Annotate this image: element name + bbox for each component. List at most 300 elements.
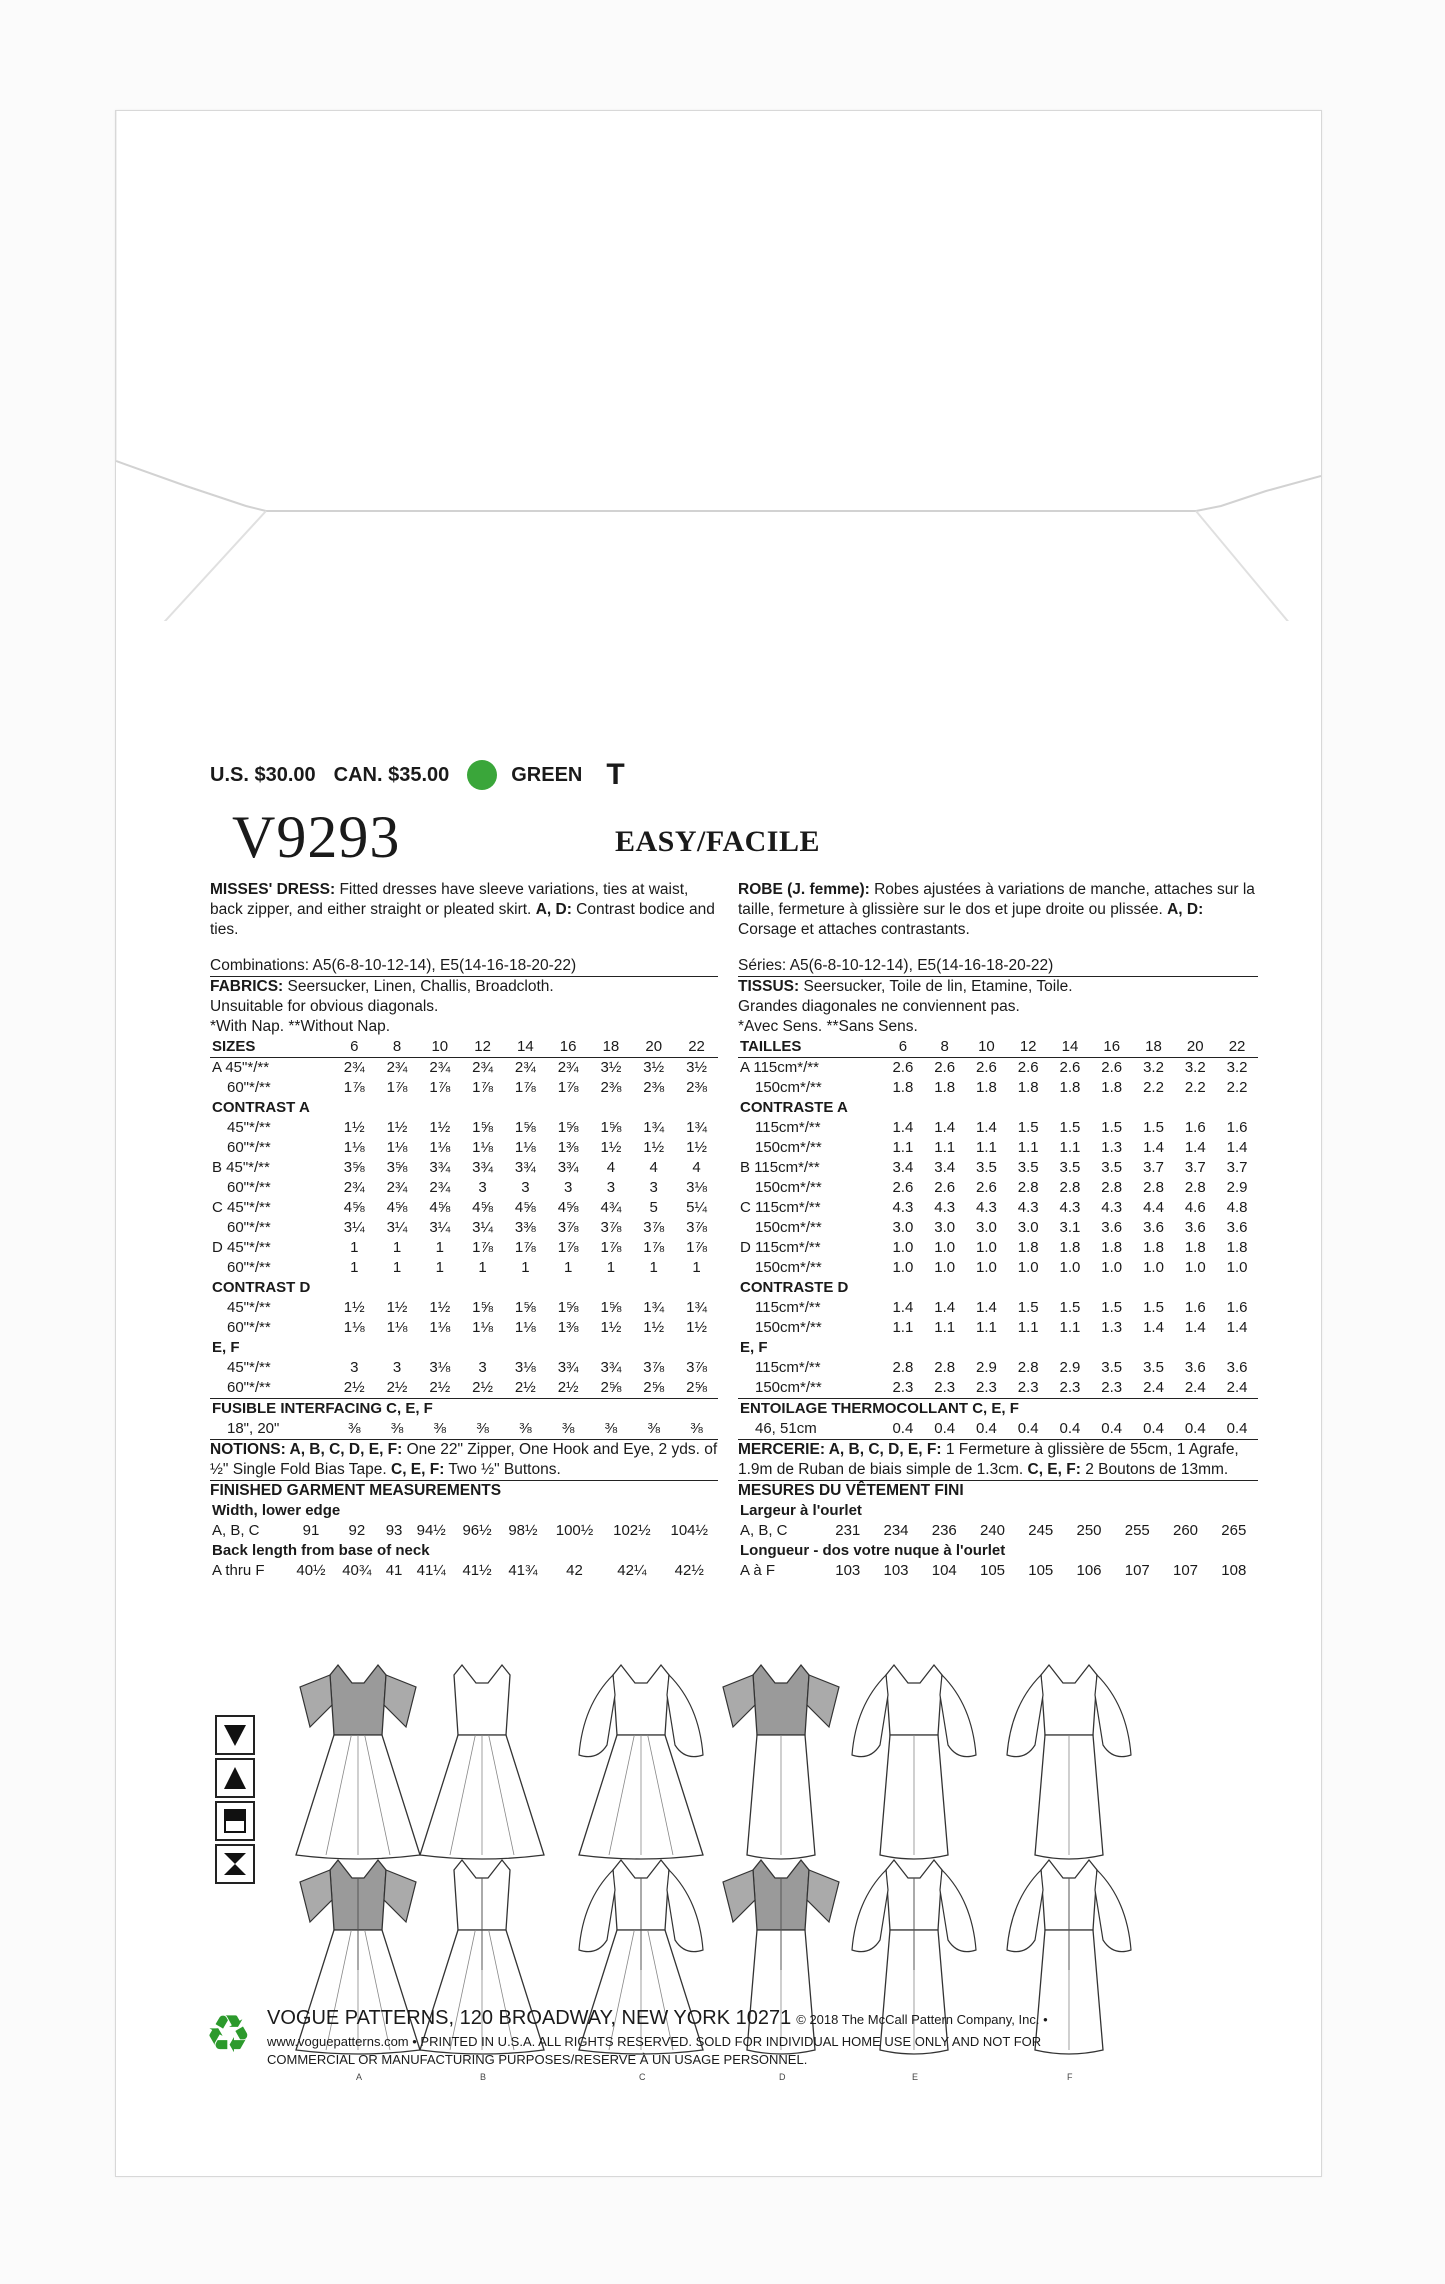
table-cell: 40¾ xyxy=(342,1562,372,1579)
table-cell: 2.8 xyxy=(1017,1359,1039,1376)
table-cell: 1.6 xyxy=(1226,1299,1248,1316)
table-cell: 3⅞ xyxy=(686,1359,707,1376)
row-label: 115cm*/** xyxy=(740,1119,821,1136)
table-cell: 3½ xyxy=(686,1059,707,1076)
table-cell: 1½ xyxy=(343,1119,365,1136)
table-cell: 2.8 xyxy=(1101,1179,1123,1196)
table-cell: 1½ xyxy=(643,1139,665,1156)
table-cell: 4 xyxy=(692,1159,701,1176)
table-cell: 2½ xyxy=(429,1379,451,1396)
row-label: D 115cm*/** xyxy=(740,1239,821,1256)
table-cell: 3½ xyxy=(643,1059,665,1076)
table-cell: 0.4 xyxy=(1226,1420,1248,1437)
french-fabrics: TISSUS: Seersucker, Toile de lin, Etamine, Toile. xyxy=(738,978,1073,995)
table-cell: 3.0 xyxy=(934,1219,956,1236)
sizes-label: SIZES xyxy=(210,1037,333,1058)
size-cell: 6 xyxy=(882,1037,924,1058)
row-label: 60"*/** xyxy=(212,1259,271,1276)
table-cell: 42½ xyxy=(674,1562,704,1579)
row-label: 46, 51cm xyxy=(740,1420,817,1437)
table-cell: 1.4 xyxy=(1184,1139,1206,1156)
size-cell: 12 xyxy=(461,1037,504,1058)
table-cell: ⅜ xyxy=(433,1420,447,1437)
table-cell: 1⅞ xyxy=(643,1239,665,1256)
table-cell: 1.0 xyxy=(976,1239,997,1256)
table-cell: 1.1 xyxy=(934,1139,956,1156)
measure-head: Longueur - dos votre nuque à l'ourlet xyxy=(740,1542,1006,1559)
table-cell: 245 xyxy=(1028,1522,1054,1539)
table-cell: 0.4 xyxy=(1059,1420,1081,1437)
table-cell: 4.3 xyxy=(976,1199,997,1216)
table-cell: 2.4 xyxy=(1143,1379,1164,1396)
table-cell: 4.8 xyxy=(1226,1199,1248,1216)
row-label: B 45"*/** xyxy=(212,1159,270,1176)
table-subhead: CONTRASTE A xyxy=(740,1099,848,1116)
table-cell: 4.3 xyxy=(892,1199,914,1216)
table-cell: 2½ xyxy=(386,1379,408,1396)
price-us: U.S. $30.00 xyxy=(210,763,316,786)
table-cell: 3.2 xyxy=(1143,1059,1164,1076)
table-cell: 3.0 xyxy=(1017,1219,1039,1236)
french-nap-note: *Avec Sens. **Sans Sens. xyxy=(738,1018,918,1035)
table-cell: 1⅝ xyxy=(600,1119,622,1136)
table-cell: 3⅞ xyxy=(686,1219,707,1236)
table-cell: 3.6 xyxy=(1143,1219,1164,1236)
table-cell: 1⅞ xyxy=(686,1239,707,1256)
table-cell: 41¾ xyxy=(508,1562,538,1579)
table-cell: 3.7 xyxy=(1226,1159,1248,1176)
row-label: 60"*/** xyxy=(212,1319,271,1336)
row-label: 45"*/** xyxy=(212,1299,271,1316)
legal-line-2: COMMERCIAL OR MANUFACTURING PURPOSES/RESERVE À UN USAGE PERSONNEL. xyxy=(267,2052,808,2067)
table-cell: 1.8 xyxy=(1101,1239,1123,1256)
table-cell: 1⅜ xyxy=(557,1139,579,1156)
table-cell: 1½ xyxy=(343,1299,365,1316)
table-cell: 1 xyxy=(392,1259,402,1276)
table-cell: 1 xyxy=(692,1259,701,1276)
size-cell: 12 xyxy=(1007,1037,1049,1058)
table-cell: 1⅞ xyxy=(600,1239,622,1256)
table-cell: 260 xyxy=(1173,1522,1199,1539)
row-label: C 45"*/** xyxy=(212,1199,271,1216)
table-cell: 2.8 xyxy=(892,1359,914,1376)
table-cell: 3¼ xyxy=(386,1219,408,1236)
table-cell: 1⅛ xyxy=(472,1139,493,1156)
table-cell: 1.3 xyxy=(1101,1319,1123,1336)
table-cell: 2.9 xyxy=(1059,1359,1081,1376)
table-cell: 103 xyxy=(835,1562,861,1579)
measure-head: Back length from base of neck xyxy=(212,1542,430,1559)
table-cell: 1.8 xyxy=(934,1079,956,1096)
table-cell: 1⅞ xyxy=(386,1079,408,1096)
view-sketch-b-front xyxy=(420,1665,544,1887)
table-cell: 3⅛ xyxy=(429,1359,451,1376)
table-cell: 1 xyxy=(350,1239,359,1256)
table-cell: 3.0 xyxy=(892,1219,914,1236)
table-cell: ⅜ xyxy=(347,1420,361,1437)
table-cell: 104½ xyxy=(670,1522,709,1539)
table-cell: 2⅝ xyxy=(686,1379,707,1396)
table-cell: 0.4 xyxy=(934,1420,956,1437)
table-cell: 1⅝ xyxy=(557,1299,579,1316)
table-cell: 3⅞ xyxy=(557,1219,579,1236)
table-cell: 1.5 xyxy=(1017,1119,1039,1136)
table-cell: 3⅛ xyxy=(514,1359,536,1376)
table-subhead: CONTRASTE D xyxy=(740,1279,849,1296)
measure-head: Largeur à l'ourlet xyxy=(740,1502,862,1519)
table-cell: 2¾ xyxy=(472,1059,493,1076)
table-cell: 103 xyxy=(883,1562,909,1579)
table-cell: 2.3 xyxy=(976,1379,997,1396)
table-cell: ⅜ xyxy=(690,1420,703,1437)
table-cell: 3.0 xyxy=(976,1219,997,1236)
table-cell: 2.4 xyxy=(1226,1379,1248,1396)
table-cell: 1⅝ xyxy=(472,1119,493,1136)
row-label: D 45"*/** xyxy=(212,1239,271,1256)
size-cell: 18 xyxy=(590,1037,633,1058)
table-cell: 1.8 xyxy=(1226,1239,1248,1256)
table-cell: 3.7 xyxy=(1184,1159,1206,1176)
size-cell: 22 xyxy=(1216,1037,1258,1058)
table-cell: 105 xyxy=(1028,1562,1054,1579)
table-cell: 2.9 xyxy=(1226,1179,1248,1196)
row-label: B 115cm*/** xyxy=(740,1159,820,1176)
table-cell: 3⅞ xyxy=(643,1359,665,1376)
table-cell: ⅜ xyxy=(390,1420,404,1437)
table-cell: 2⅜ xyxy=(643,1079,665,1096)
table-cell: 107 xyxy=(1124,1562,1150,1579)
table-cell: 1.1 xyxy=(892,1139,914,1156)
table-cell: 1 xyxy=(350,1259,359,1276)
table-cell: 2¾ xyxy=(429,1179,451,1196)
table-cell: 1.8 xyxy=(1184,1239,1206,1256)
color-name: GREEN xyxy=(511,763,583,786)
table-cell: 1.5 xyxy=(1101,1299,1123,1316)
table-cell: ⅜ xyxy=(647,1420,660,1437)
table-cell: 4⅝ xyxy=(429,1199,451,1216)
table-cell: 100½ xyxy=(555,1522,594,1539)
table-cell: 2.3 xyxy=(1059,1379,1081,1396)
table-cell: 1½ xyxy=(386,1299,408,1316)
table-cell: 3¾ xyxy=(472,1159,493,1176)
price-can: CAN. $35.00 xyxy=(333,763,450,786)
table-cell: 1.0 xyxy=(1226,1259,1248,1276)
table-cell: 42 xyxy=(566,1562,583,1579)
table-cell: 3¼ xyxy=(472,1219,493,1236)
table-cell: 3 xyxy=(478,1359,487,1376)
table-cell: 2.2 xyxy=(1184,1079,1206,1096)
table-cell: 1½ xyxy=(429,1299,451,1316)
size-cell: 10 xyxy=(418,1037,461,1058)
table-cell: 1.5 xyxy=(1017,1299,1039,1316)
size-cell: 14 xyxy=(1049,1037,1091,1058)
table-cell: 2.6 xyxy=(892,1059,914,1076)
table-cell: 2⅜ xyxy=(686,1079,707,1096)
legal-line-1: www.voguepatterns.com • PRINTED IN U.S.A. ALL RIGHTS RESERVED. SOLD FOR INDIVIDUAL HOME USE ONLY AND NOT FOR xyxy=(267,2034,1042,2049)
table-cell: 240 xyxy=(980,1522,1006,1539)
table-cell: 1⅝ xyxy=(600,1299,622,1316)
table-subhead: CONTRAST A xyxy=(212,1099,310,1116)
table-cell: 4.3 xyxy=(1101,1199,1123,1216)
row-label: A à F xyxy=(740,1562,776,1579)
table-cell: 1⅛ xyxy=(386,1139,408,1156)
table-cell: 3⅛ xyxy=(686,1179,707,1196)
table-cell: 1 xyxy=(649,1259,658,1276)
table-cell: 3 xyxy=(606,1179,616,1196)
table-cell: 2¾ xyxy=(514,1059,536,1076)
table-cell: 91 xyxy=(302,1522,320,1539)
legal-text xyxy=(267,2033,1267,2069)
difficulty-label: EASY/FACILE xyxy=(615,825,820,858)
size-cell: 8 xyxy=(376,1037,419,1058)
table-cell: 3.1 xyxy=(1059,1219,1081,1236)
table-cell: 1⅛ xyxy=(514,1139,536,1156)
table-cell: 2.3 xyxy=(1101,1379,1123,1396)
table-cell: 1.8 xyxy=(1059,1079,1081,1096)
english-nap-note: *With Nap. **Without Nap. xyxy=(210,1018,391,1035)
table-cell: 1.0 xyxy=(934,1239,956,1256)
table-cell: 1⅛ xyxy=(472,1319,493,1336)
size-cell: 20 xyxy=(632,1037,675,1058)
table-cell: 1.5 xyxy=(1059,1299,1081,1316)
french-description: ROBE (J. femme): Robes ajustées à variations de manche, attaches sur la taille, fermeture à glissière sur le dos et jupe droite ou plissée. A, D: Corsage et attaches contrastants. xyxy=(738,881,1255,938)
table-cell: 1½ xyxy=(643,1319,665,1336)
table-cell: 1⅛ xyxy=(429,1139,451,1156)
table-cell: 2.4 xyxy=(1184,1379,1206,1396)
table-cell: 4⅝ xyxy=(472,1199,493,1216)
table-cell: 1.8 xyxy=(1059,1239,1081,1256)
english-fabrics: FABRICS: Seersucker, Linen, Challis, Broadcloth. xyxy=(210,978,554,995)
table-cell: 2¾ xyxy=(429,1059,451,1076)
table-cell: 2½ xyxy=(557,1379,579,1396)
table-cell: 2.6 xyxy=(976,1179,997,1196)
english-notions: NOTIONS: A, B, C, D, E, F: One 22" Zipper, One Hook and Eye, 2 yds. of ½" Single Fold Bias Tape. C, E, F: Two ½" Buttons. xyxy=(210,1441,718,1478)
table-cell: 2.8 xyxy=(1017,1179,1039,1196)
table-cell: 231 xyxy=(835,1522,861,1539)
table-cell: 2.2 xyxy=(1143,1079,1164,1096)
table-cell: 41½ xyxy=(462,1562,492,1579)
row-label: 150cm*/** xyxy=(740,1319,822,1336)
table-cell: 1.8 xyxy=(1101,1079,1123,1096)
view-sketch-a-front xyxy=(296,1665,420,1887)
table-cell: 1⅞ xyxy=(557,1239,579,1256)
view-sketch-d-front xyxy=(723,1665,839,1887)
view-label: D xyxy=(779,2072,786,2082)
table-cell: 102½ xyxy=(613,1522,651,1539)
row-label: 60"*/** xyxy=(212,1179,271,1196)
table-cell: 5 xyxy=(649,1199,658,1216)
table-cell: 4⅝ xyxy=(557,1199,579,1216)
table-cell: 1.5 xyxy=(1101,1119,1123,1136)
table-cell: 96½ xyxy=(462,1522,492,1539)
table-cell: 1.6 xyxy=(1184,1119,1206,1136)
table-cell: 1.0 xyxy=(1143,1259,1164,1276)
table-cell: 3.5 xyxy=(976,1159,997,1176)
table-cell: 1 xyxy=(521,1259,530,1276)
table-cell: 2.3 xyxy=(934,1379,956,1396)
table-cell: 1.4 xyxy=(892,1299,914,1316)
table-cell: 1¾ xyxy=(686,1119,707,1136)
table-cell: 4.3 xyxy=(934,1199,956,1216)
table-cell: 1.4 xyxy=(976,1299,997,1316)
table-cell: 1⅞ xyxy=(514,1239,536,1256)
row-label: 150cm*/** xyxy=(740,1219,822,1236)
table-cell: 1.0 xyxy=(892,1259,914,1276)
table-cell: 234 xyxy=(883,1522,909,1539)
table-cell: 1.0 xyxy=(1101,1259,1123,1276)
table-cell: 2.2 xyxy=(1226,1079,1248,1096)
table-cell: 3⅝ xyxy=(386,1159,408,1176)
size-cell: 22 xyxy=(675,1037,718,1058)
table-cell: 0.4 xyxy=(1143,1420,1164,1437)
view-label: F xyxy=(1067,2072,1073,2082)
table-cell: 1⅜ xyxy=(557,1319,579,1336)
table-cell: 2.3 xyxy=(892,1379,914,1396)
table-cell: 3¾ xyxy=(557,1359,579,1376)
table-cell: 3.4 xyxy=(892,1159,914,1176)
table-cell: 3⅜ xyxy=(514,1219,536,1236)
table-cell: 0.4 xyxy=(976,1420,997,1437)
table-cell: 3¾ xyxy=(514,1159,536,1176)
table-cell: 1⅝ xyxy=(514,1119,536,1136)
table-cell: 1⅝ xyxy=(557,1119,579,1136)
table-cell: ⅜ xyxy=(604,1420,618,1437)
table-cell: 1.5 xyxy=(1143,1299,1164,1316)
table-cell: 1⅞ xyxy=(472,1079,493,1096)
table-cell: 4¾ xyxy=(600,1199,622,1216)
table-cell: 3.7 xyxy=(1143,1159,1164,1176)
table-cell: 41 xyxy=(385,1562,403,1579)
table-cell: 3.6 xyxy=(1184,1219,1206,1236)
french-fabrics-note: Grandes diagonales ne conviennent pas. xyxy=(738,998,1020,1015)
table-cell: ⅜ xyxy=(561,1420,575,1437)
table-cell: 1.0 xyxy=(1059,1259,1081,1276)
table-cell: 1⅞ xyxy=(472,1239,493,1256)
table-cell: 5¼ xyxy=(686,1199,707,1216)
row-label: A 45"*/** xyxy=(212,1059,270,1076)
table-cell: 2.6 xyxy=(1017,1059,1039,1076)
table-cell: 2¾ xyxy=(343,1179,365,1196)
table-cell: 1.0 xyxy=(1184,1259,1206,1276)
table-cell: 1.4 xyxy=(934,1299,956,1316)
table-cell: 1.1 xyxy=(1017,1319,1039,1336)
table-cell: 1.8 xyxy=(1017,1239,1039,1256)
view-label: E xyxy=(912,2072,919,2082)
size-cell: 14 xyxy=(504,1037,547,1058)
table-cell: 4 xyxy=(649,1159,658,1176)
row-label: 150cm*/** xyxy=(740,1079,822,1096)
table-cell: 2.6 xyxy=(976,1059,997,1076)
table-cell: 93 xyxy=(385,1522,403,1539)
table-cell: 2⅝ xyxy=(600,1379,622,1396)
table-cell: 3.5 xyxy=(1017,1159,1039,1176)
table-cell: 1.8 xyxy=(1017,1079,1039,1096)
view-sketch-f-front xyxy=(1007,1665,1131,1887)
row-label: A 115cm*/** xyxy=(740,1059,819,1076)
table-cell: 1.5 xyxy=(1143,1119,1164,1136)
table-cell: 1.4 xyxy=(1143,1139,1164,1156)
table-cell: 3 xyxy=(563,1179,573,1196)
table-cell: 1½ xyxy=(429,1119,451,1136)
table-cell: 3¼ xyxy=(343,1219,365,1236)
table-cell: 1.4 xyxy=(1226,1319,1248,1336)
size-cell: 8 xyxy=(924,1037,966,1058)
table-cell: 1.8 xyxy=(892,1079,914,1096)
table-cell: 1½ xyxy=(386,1119,408,1136)
publisher-line xyxy=(267,2007,1048,2030)
row-label: 60"*/** xyxy=(212,1219,271,1236)
table-cell: 2¾ xyxy=(386,1179,408,1196)
recycle-icon: ♻ xyxy=(205,2006,252,2064)
row-label: 115cm*/** xyxy=(740,1299,821,1316)
table-cell: 105 xyxy=(980,1562,1006,1579)
grade-letter: T xyxy=(606,758,625,791)
copyright: © 2018 The McCall Pattern Company, Inc. • xyxy=(796,2012,1048,2027)
table-cell: 40½ xyxy=(296,1562,326,1579)
table-cell: 2¾ xyxy=(343,1059,365,1076)
english-description: MISSES' DRESS: Fitted dresses have sleeve variations, ties at waist, back zipper, and either straight or pleated skirt. A, D: Contrast bodice and ties. xyxy=(210,881,715,938)
table-cell: 3¾ xyxy=(600,1359,622,1376)
table-cell: 1⅛ xyxy=(514,1319,536,1336)
table-cell: 3.6 xyxy=(1101,1219,1123,1236)
table-cell: 3.6 xyxy=(1184,1359,1206,1376)
table-cell: 2¾ xyxy=(557,1059,579,1076)
table-cell: 1.0 xyxy=(976,1259,997,1276)
table-cell: 2.6 xyxy=(934,1179,956,1196)
table-cell: 4.6 xyxy=(1184,1199,1206,1216)
table-cell: 2¾ xyxy=(386,1059,408,1076)
table-cell: 3 xyxy=(521,1179,530,1196)
row-label: 45"*/** xyxy=(212,1359,271,1376)
size-cell: 18 xyxy=(1133,1037,1175,1058)
table-cell: 1.6 xyxy=(1184,1299,1206,1316)
table-cell: 1.0 xyxy=(1017,1259,1039,1276)
table-cell: 1.3 xyxy=(1101,1139,1123,1156)
size-cell: 16 xyxy=(1091,1037,1133,1058)
table-cell: 2.9 xyxy=(976,1359,997,1376)
table-cell: 2.8 xyxy=(1059,1179,1081,1196)
table-cell: 3¾ xyxy=(429,1159,451,1176)
measure-head: Width, lower edge xyxy=(212,1502,341,1519)
table-cell: 98½ xyxy=(508,1522,538,1539)
view-sketch-e-front xyxy=(852,1665,976,1887)
table-cell: 2½ xyxy=(514,1379,536,1396)
row-label: 60"*/** xyxy=(212,1079,271,1096)
table-cell: 255 xyxy=(1124,1522,1150,1539)
row-label: 45"*/** xyxy=(212,1119,271,1136)
table-cell: 1 xyxy=(478,1259,487,1276)
table-cell: 3 xyxy=(392,1359,402,1376)
table-cell: 2½ xyxy=(343,1379,365,1396)
table-cell: 0.4 xyxy=(1184,1420,1206,1437)
table-cell: 1.4 xyxy=(976,1119,997,1136)
table-cell: 4 xyxy=(606,1159,616,1176)
table-cell: 236 xyxy=(931,1522,957,1539)
size-cell: 20 xyxy=(1174,1037,1216,1058)
table-cell: 1 xyxy=(435,1239,444,1256)
table-cell: 250 xyxy=(1076,1522,1102,1539)
row-label: A thru F xyxy=(212,1562,265,1579)
table-cell: 1½ xyxy=(686,1319,707,1336)
table-cell: 4⅝ xyxy=(386,1199,408,1216)
table-cell: 1 xyxy=(392,1239,402,1256)
table-cell: 3½ xyxy=(600,1059,622,1076)
table-cell: 2⅝ xyxy=(643,1379,665,1396)
sizes-label: TAILLES xyxy=(738,1037,882,1058)
table-subhead: E, F xyxy=(740,1339,768,1356)
pattern-number: V9293 xyxy=(232,804,401,870)
table-cell: 3 xyxy=(478,1179,487,1196)
